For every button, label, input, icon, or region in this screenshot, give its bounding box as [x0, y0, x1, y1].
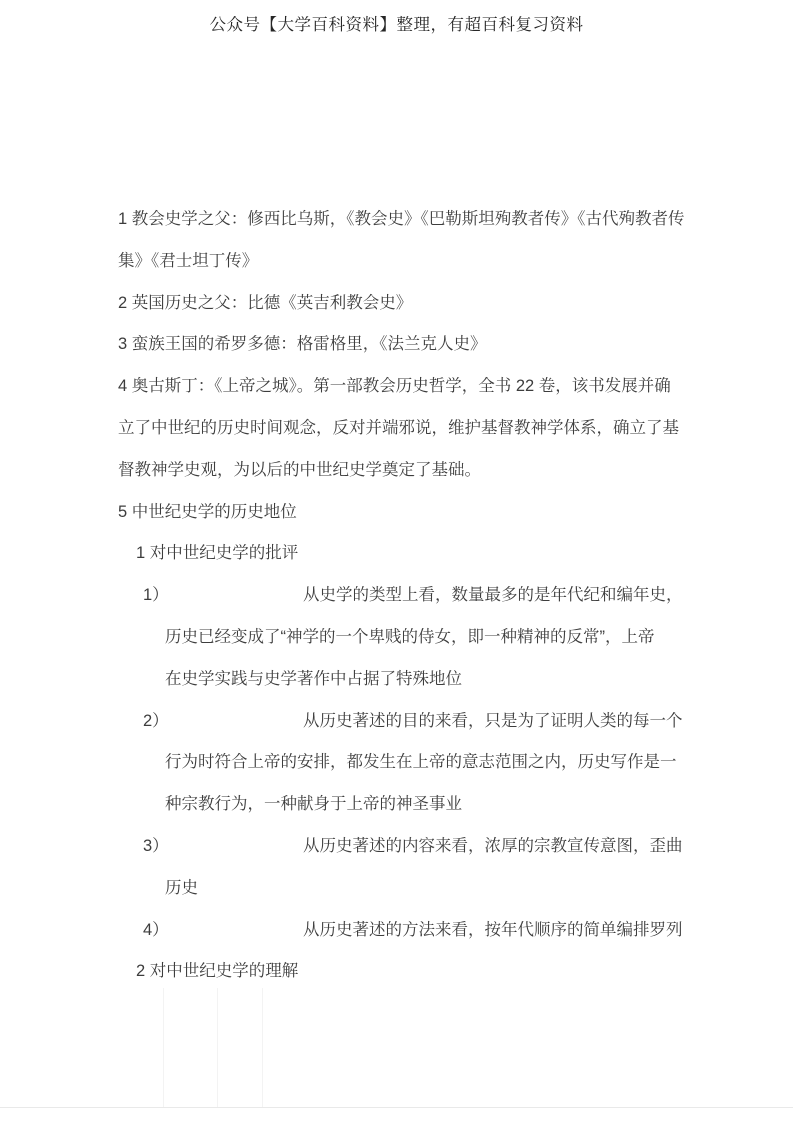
- paragraph-line: 立了中世纪的历史时间观念，反对并端邪说，维护基督教神学体系，确立了基: [118, 418, 679, 437]
- paragraph-line: 4 奥古斯丁：《上帝之城》。第一部教会历史哲学，全书 22 卷，该书发展并确: [118, 377, 671, 396]
- faint-table-border-vertical: [262, 988, 263, 1107]
- paragraph-line: 集》《君士坦丁传》: [118, 251, 259, 270]
- paragraph-line: 2 英国历史之父：比德《英吉利教会史》: [118, 293, 413, 312]
- list-item-continuation: 历史: [165, 878, 198, 897]
- list-item: [118, 575, 684, 617]
- list-item-number: 2）: [143, 711, 169, 730]
- list-item: [118, 826, 684, 868]
- list-item-number: 1）: [143, 586, 169, 605]
- subsection-heading: 2 对中世纪史学的理解: [136, 962, 299, 981]
- paragraph-line: 督教神学史观，为以后的中世纪史学奠定了基础。: [118, 460, 481, 479]
- list-item-text: 从历史著述的目的来看，只是为了证明人类的每一个: [303, 711, 683, 730]
- list-item: [118, 701, 684, 743]
- page-bottom-divider: [0, 1107, 793, 1108]
- faint-table-border-vertical: [163, 988, 164, 1107]
- paragraph-line: 1 教会史学之父：修西比乌斯，《教会史》《巴勒斯坦殉教者传》《古代殉教者传: [118, 210, 685, 228]
- list-item: [118, 910, 684, 952]
- list-item-text: 从史学的类型上看，数量最多的是年代纪和编年史，: [303, 586, 683, 605]
- list-item-number: 4）: [143, 920, 169, 939]
- list-item-number: 3）: [143, 836, 169, 855]
- list-item-text: 从历史著述的内容来看，浓厚的宗教宣传意图，歪曲: [303, 836, 683, 855]
- list-item-continuation: 种宗教行为，一种献身于上帝的神圣事业: [165, 795, 462, 814]
- page-header-text: 公众号【大学百科资料】整理，有超百科复习资料: [209, 15, 584, 34]
- subsection-heading: 1 对中世纪史学的批评: [136, 544, 299, 563]
- document-body: [118, 199, 684, 993]
- paragraph-line: 3 蛮族王国的希罗多德：格雷格里，《法兰克人史》: [118, 335, 487, 354]
- list-item-text: 从历史著述的方法来看，按年代顺序的简单编排罗列: [303, 920, 683, 939]
- section-heading: 5 中世纪史学的历史地位: [118, 502, 297, 521]
- list-item-continuation: 在史学实践与史学著作中占据了特殊地位: [165, 669, 462, 688]
- faint-table-border-vertical: [217, 988, 218, 1107]
- list-item-continuation: 历史已经变成了“神学的一个卑贱的侍女，即一种精神的反常”，上帝: [165, 627, 655, 646]
- list-item-continuation: 行为时符合上帝的安排，都发生在上帝的意志范围之内，历史写作是一: [165, 753, 677, 772]
